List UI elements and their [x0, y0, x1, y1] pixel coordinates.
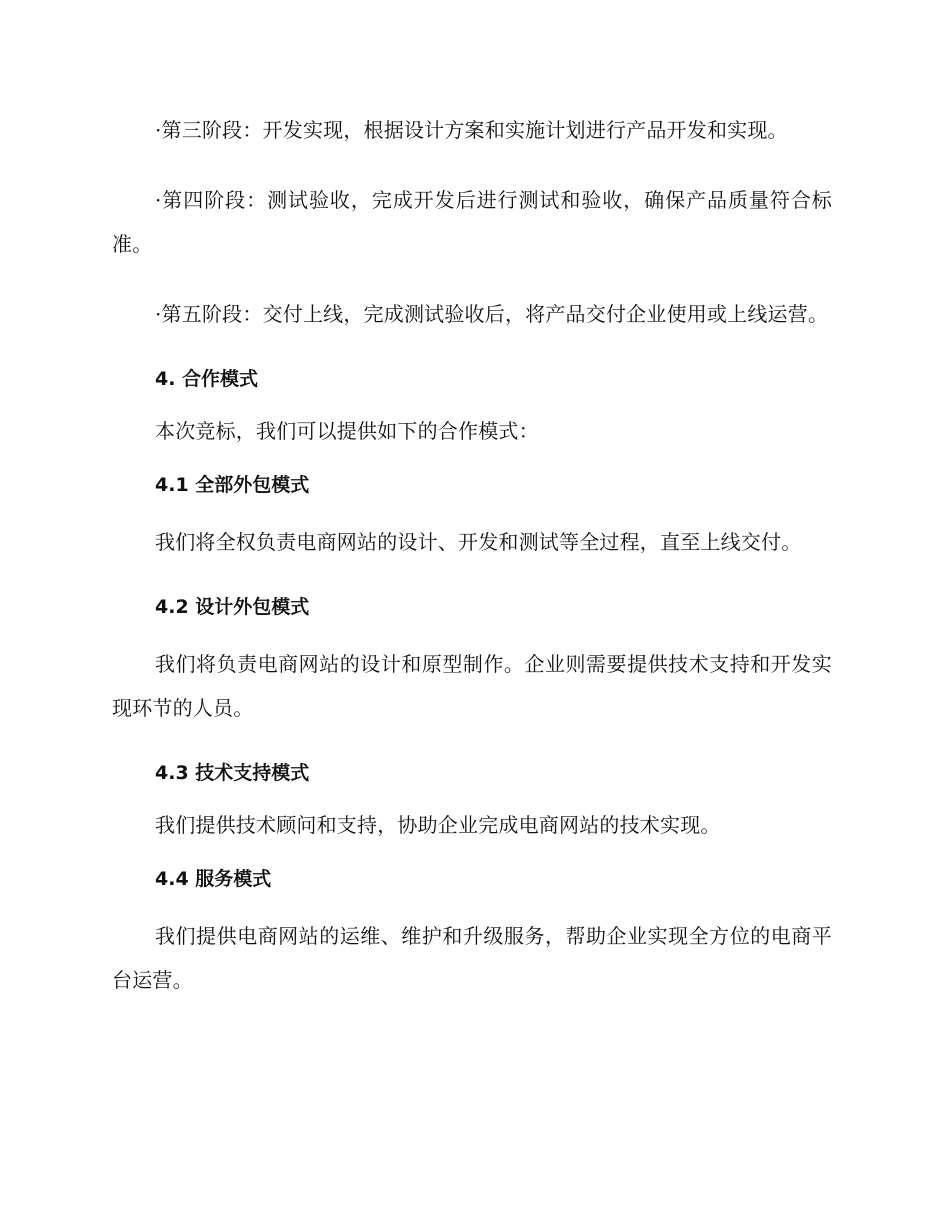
subsection-heading-design-outsourcing: 4.2 设计外包模式: [155, 596, 310, 618]
section-heading-cooperation-model: 4. 合作模式: [155, 368, 259, 390]
technical-support-paragraph: 我们提供技术顾问和支持，协助企业完成电商网站的技术实现。: [155, 813, 721, 837]
cooperation-intro-paragraph: 本次竞标，我们可以提供如下的合作模式：: [155, 419, 539, 443]
full-outsourcing-paragraph: 我们将全权负责电商网站的设计、开发和测试等全过程，直至上线交付。: [155, 530, 802, 554]
document-body: [112, 108, 832, 1028]
phase-four-paragraph: ·第四阶段：测试验收，完成开发后进行测试和验收，确保产品质量符合标准。: [112, 188, 832, 256]
service-model-paragraph: 我们提供电商网站的运维、维护和升级服务，帮助企业实现全方位的电商平台运营。: [112, 924, 832, 992]
subsection-heading-technical-support: 4.3 技术支持模式: [155, 762, 310, 784]
phase-five-paragraph: ·第五阶段：交付上线，完成测试验收后，将产品交付企业使用或上线运营。: [155, 302, 829, 326]
phase-three-paragraph: ·第三阶段：开发实现，根据设计方案和实施计划进行产品开发和实现。: [155, 118, 788, 142]
design-outsourcing-paragraph: 我们将负责电商网站的设计和原型制作。企业则需要提供技术支持和开发实现环节的人员。: [112, 652, 832, 720]
subsection-heading-full-outsourcing: 4.1 全部外包模式: [155, 474, 310, 496]
subsection-heading-service-model: 4.4 服务模式: [155, 868, 272, 890]
